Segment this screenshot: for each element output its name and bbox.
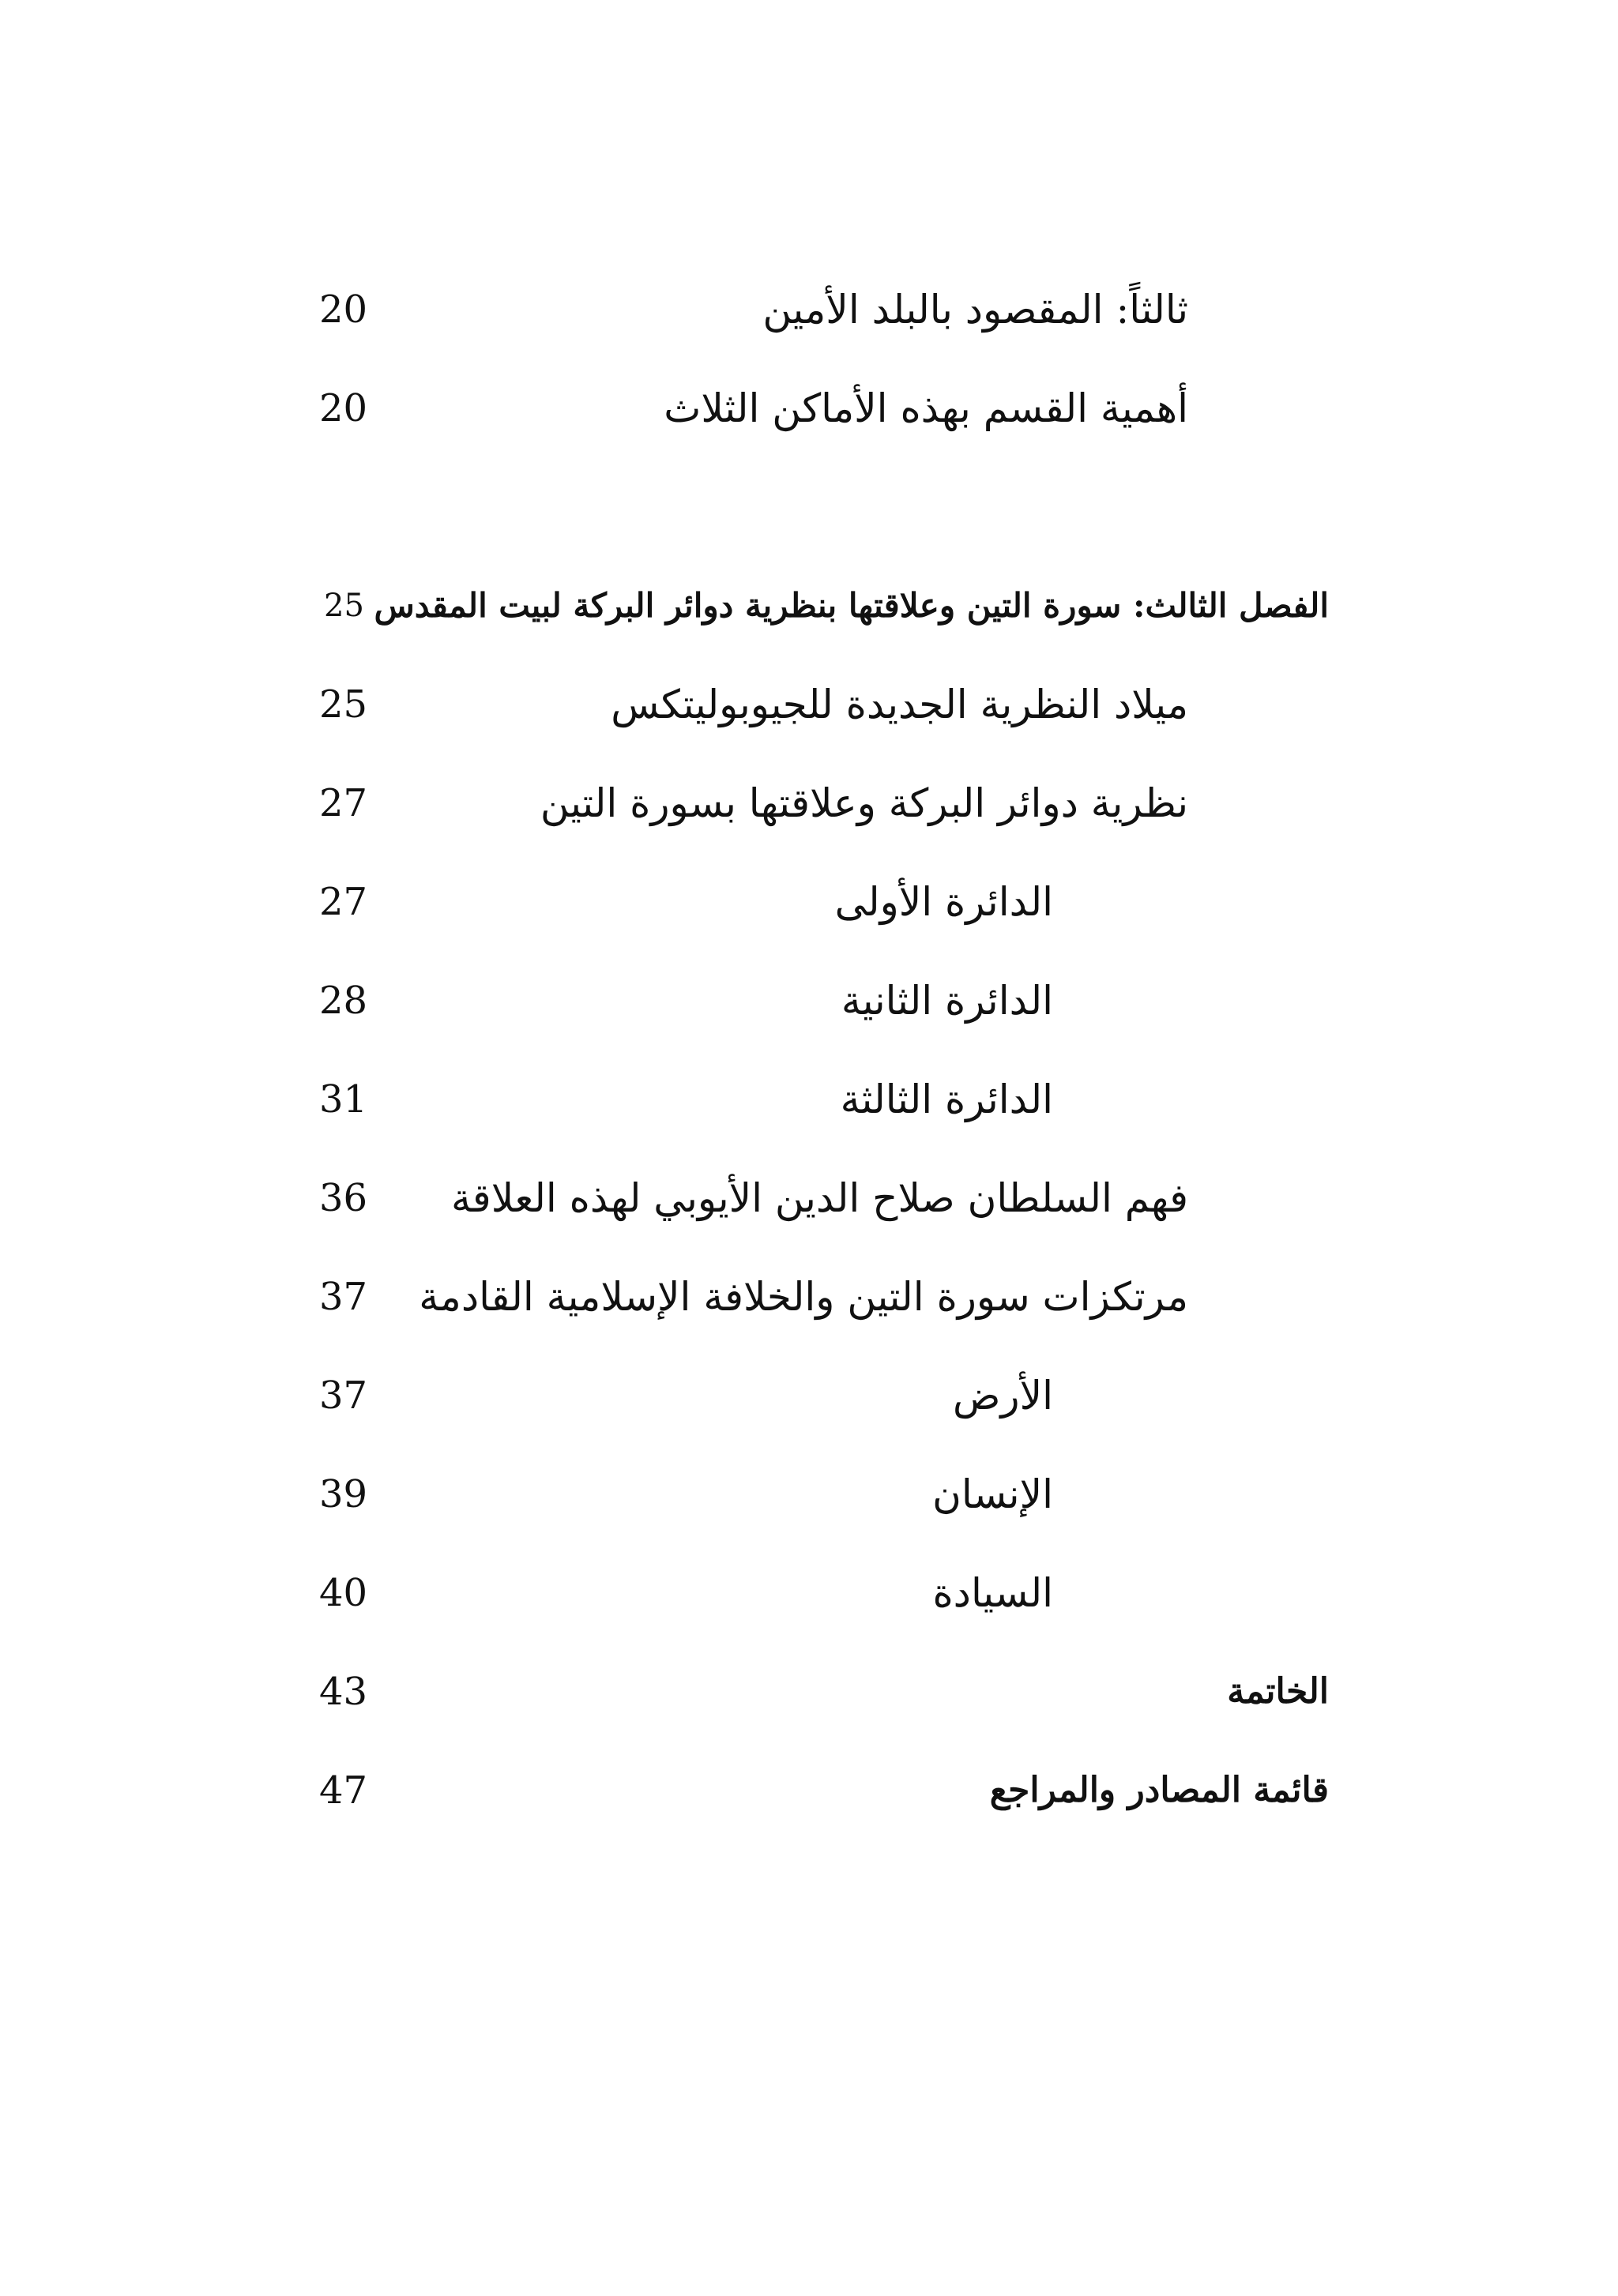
toc-entry	[0, 768, 1618, 839]
toc-entry-title: أهمية القسم بهذه الأماكن الثلاث	[664, 385, 1188, 431]
toc-references-entry	[0, 1755, 1618, 1826]
toc-subentry	[0, 1459, 1618, 1530]
toc-subentry-page-number: 37	[319, 1373, 368, 1418]
toc-chapter-page-number: 25	[324, 588, 364, 624]
toc-subentry-title: الدائرة الأولى	[834, 879, 1053, 925]
toc-subentry-title: الدائرة الثانية	[841, 978, 1053, 1024]
toc-references-title: قائمة المصادر والمراجع	[989, 1770, 1329, 1810]
toc-subentry-title: السيادة	[932, 1570, 1053, 1616]
toc-subentry	[0, 1558, 1618, 1629]
toc-chapter-entry	[0, 570, 1618, 641]
toc-entry-page-number: 20	[319, 287, 368, 332]
toc-entry-page-number: 20	[319, 386, 368, 430]
toc-subentry-page-number: 27	[319, 880, 368, 924]
toc-subentry-page-number: 40	[319, 1571, 368, 1615]
toc-entry-title: مرتكزات سورة التين والخلافة الإسلامية القادمة	[419, 1274, 1188, 1320]
toc-subentry	[0, 1064, 1618, 1135]
toc-conclusion-page-number: 43	[319, 1670, 368, 1714]
toc-entry	[0, 373, 1618, 444]
toc-entry	[0, 274, 1618, 345]
toc-subentry-title: الإنسان	[932, 1471, 1053, 1517]
toc-entry-page-number: 36	[319, 1176, 368, 1220]
toc-conclusion-title: الخاتمة	[1227, 1671, 1329, 1712]
toc-entry-page-number: 37	[319, 1275, 368, 1319]
toc-subentry-page-number: 39	[319, 1472, 368, 1516]
toc-subentry	[0, 1360, 1618, 1431]
toc-subentry-title: الأرض	[952, 1373, 1053, 1419]
toc-entry-title: فهم السلطان صلاح الدين الأيوبي لهذه العلاقة	[450, 1175, 1188, 1221]
toc-entry-title: ميلاد النظرية الجديدة للجيوبوليتكس	[611, 682, 1188, 727]
toc-entry-title: نظرية دوائر البركة وعلاقتها بسورة التين	[540, 780, 1188, 826]
toc-entry-page-number: 25	[319, 682, 368, 727]
toc-entry	[0, 1261, 1618, 1332]
toc-subentry	[0, 965, 1618, 1036]
toc-subentry	[0, 866, 1618, 938]
toc-conclusion-entry	[0, 1656, 1618, 1727]
toc-entry-page-number: 27	[319, 781, 368, 825]
toc-entry	[0, 1163, 1618, 1234]
toc-entry-title: ثالثاً: المقصود بالبلد الأمين	[762, 287, 1188, 333]
toc-subentry-page-number: 31	[319, 1077, 368, 1122]
toc-references-page-number: 47	[319, 1768, 368, 1813]
toc-chapter-title: الفصل الثالث: سورة التين وعلاقتها بنظرية دوائر البركة لبيت المقدس	[374, 586, 1329, 625]
toc-entry	[0, 669, 1618, 740]
toc-subentry-title: الدائرة الثالثة	[840, 1077, 1053, 1122]
toc-subentry-page-number: 28	[319, 979, 368, 1023]
